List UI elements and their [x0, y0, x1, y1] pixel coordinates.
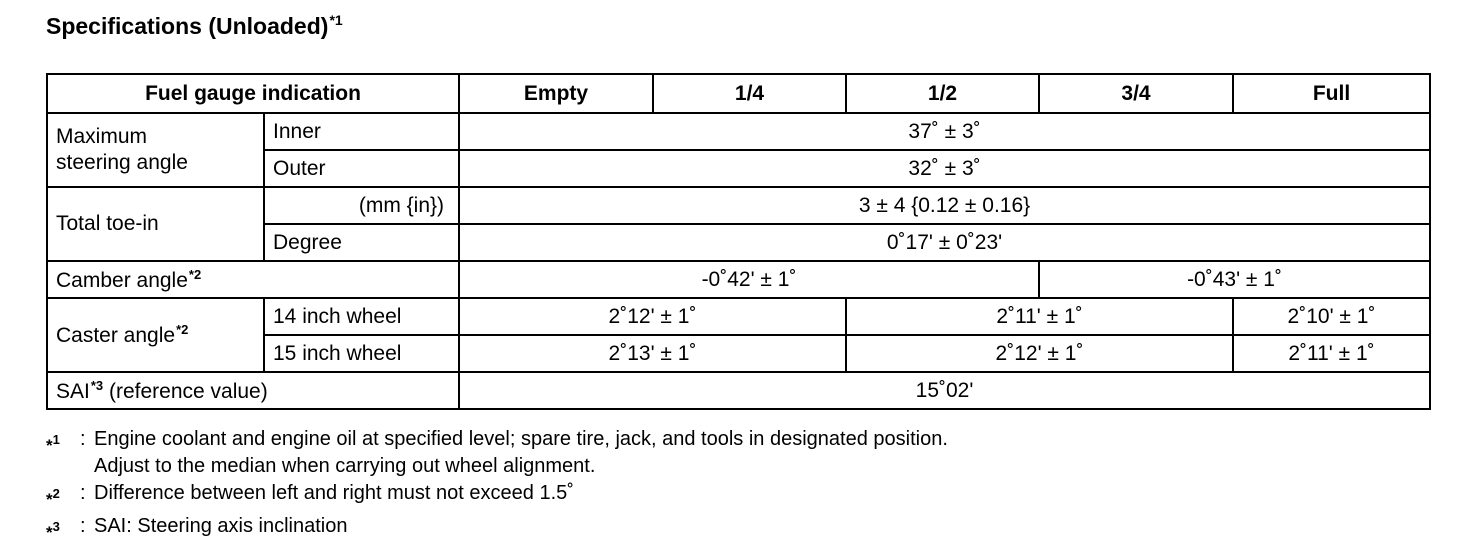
- sai-label: [47, 372, 459, 409]
- footnote-3-text: SAI: Steering axis inclination: [94, 515, 348, 537]
- footnote-1-mark: [46, 426, 80, 459]
- max-steering-angle-label: [47, 113, 264, 187]
- wheel-15-value-c: 2˚11' ± 1˚: [1233, 335, 1430, 372]
- header-level-three-quarter: 3/4: [1039, 74, 1233, 113]
- caster-footnote-mark: *2: [176, 322, 189, 337]
- footnote-2-star: *: [46, 490, 53, 509]
- page-title: [46, 12, 343, 40]
- outer-value: 32˚ ± 3˚: [459, 150, 1430, 187]
- footnote-1: [46, 426, 948, 480]
- caster-angle-text: Caster angle: [56, 324, 176, 347]
- camber-footnote-mark: *2: [188, 266, 202, 282]
- sai-footnote-mark: *3: [90, 377, 104, 393]
- sai-reference-text: (reference value): [103, 379, 268, 403]
- wheel-14-label: 14 inch wheel: [264, 298, 459, 335]
- inner-label: Inner: [264, 113, 459, 150]
- footnote-2-number: 2: [52, 486, 60, 501]
- title-text: Specifications (Unloaded): [46, 13, 329, 39]
- table-row: [47, 113, 1430, 150]
- footnote-1-separator: :: [80, 428, 86, 450]
- camber-angle-label: [47, 261, 459, 298]
- max-steering-angle-text: Maximum steering angle: [56, 125, 188, 174]
- wheel-14-value-c: 2˚10' ± 1˚: [1233, 298, 1430, 335]
- footnote-2-text: Difference between left and right must not exceed 1.5˚: [94, 482, 574, 504]
- camber-value-low: -0˚42' ± 1˚: [459, 261, 1039, 298]
- footnote-2-mark: [46, 480, 80, 513]
- sai-value: 15˚02': [459, 372, 1430, 409]
- wheel-15-label: 15 inch wheel: [264, 335, 459, 372]
- inner-value: 37˚ ± 3˚: [459, 113, 1430, 150]
- sai-text: SAI: [56, 379, 90, 403]
- total-toe-in-label: Total toe-in: [47, 187, 264, 261]
- header-level-quarter: 1/4: [653, 74, 846, 113]
- footnote-1-star: *: [46, 436, 53, 455]
- table-row: [47, 187, 1430, 224]
- footnote-3: [46, 513, 948, 546]
- table-row: [47, 261, 1430, 298]
- footnotes: [46, 426, 948, 546]
- table-header-row: [47, 74, 1430, 113]
- outer-label: Outer: [264, 150, 459, 187]
- header-level-full: Full: [1233, 74, 1430, 113]
- title-footnote-mark: *1: [329, 12, 343, 28]
- toe-in-mm-label: (mm {in}): [264, 187, 459, 224]
- footnote-1-number: 1: [52, 432, 60, 447]
- wheel-15-value-b: 2˚12' ± 1˚: [846, 335, 1233, 372]
- caster-angle-label: [47, 298, 264, 372]
- footnote-3-star: *: [46, 523, 53, 542]
- footnote-2-separator: :: [80, 482, 86, 504]
- footnote-3-mark: [46, 513, 80, 546]
- table-row: [47, 298, 1430, 335]
- camber-angle-text: Camber angle: [56, 268, 188, 292]
- wheel-14-value-a: 2˚12' ± 1˚: [459, 298, 846, 335]
- specifications-table: [46, 73, 1431, 410]
- footnote-1-text: Engine coolant and engine oil at specified level; spare tire, jack, and tools in designated position. Adjust to the median when carrying out wheel alignment.: [94, 428, 948, 477]
- toe-in-degree-value: 0˚17' ± 0˚23': [459, 224, 1430, 261]
- header-level-empty: Empty: [459, 74, 653, 113]
- wheel-15-value-a: 2˚13' ± 1˚: [459, 335, 846, 372]
- table-row: [47, 372, 1430, 409]
- footnote-2: [46, 480, 948, 513]
- header-fuel-gauge: Fuel gauge indication: [47, 74, 459, 113]
- footnote-3-number: 3: [52, 519, 60, 534]
- camber-value-high: -0˚43' ± 1˚: [1039, 261, 1430, 298]
- wheel-14-value-b: 2˚11' ± 1˚: [846, 298, 1233, 335]
- toe-in-mm-value: 3 ± 4 {0.12 ± 0.16}: [459, 187, 1430, 224]
- toe-in-degree-label: Degree: [264, 224, 459, 261]
- footnote-3-separator: :: [80, 515, 86, 537]
- header-level-half: 1/2: [846, 74, 1039, 113]
